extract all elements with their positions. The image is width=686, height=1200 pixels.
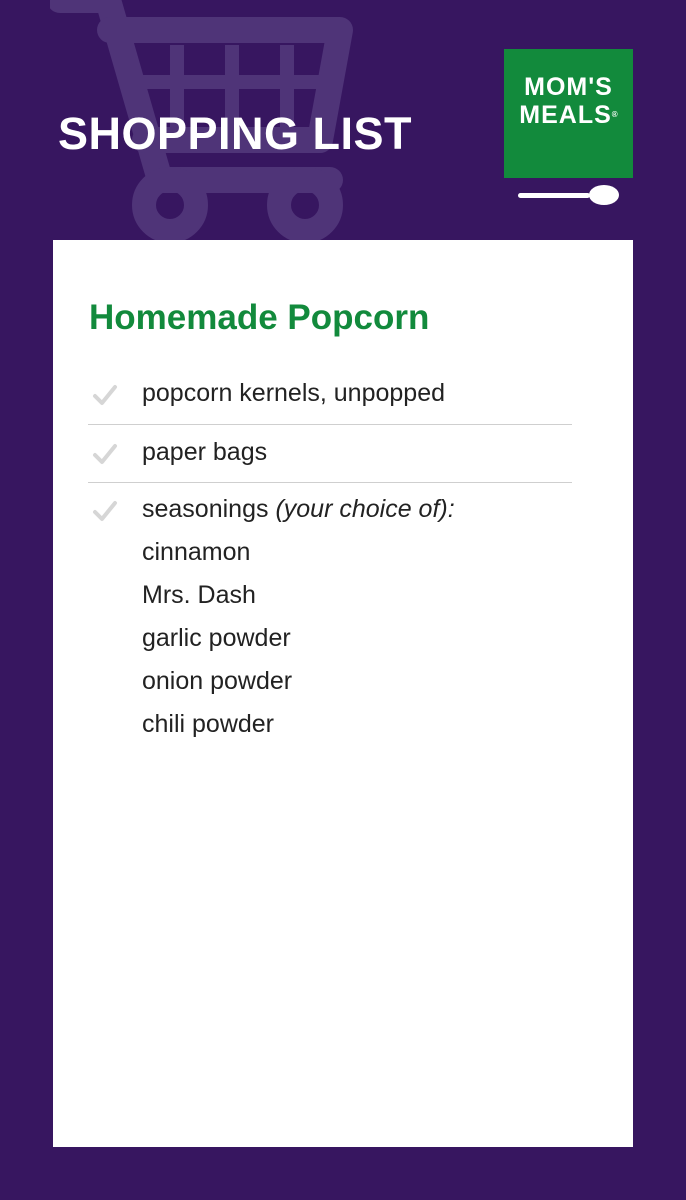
- shopping-list-card: [53, 240, 633, 1147]
- seasoning-item: Mrs. Dash: [142, 581, 256, 609]
- list-item[interactable]: [88, 483, 572, 543]
- seasoning-item: chili powder: [142, 710, 275, 738]
- spoon-icon: [518, 183, 620, 207]
- logo-line-2: MEALS®: [519, 101, 618, 129]
- recipe-title: Homemade Popcorn: [89, 298, 430, 337]
- list-item-label: seasonings (your choice of):: [142, 495, 455, 523]
- page-title: SHOPPING LIST: [58, 108, 413, 159]
- list-item[interactable]: [88, 425, 572, 483]
- checkmark-icon: [92, 443, 118, 465]
- seasoning-item: onion powder: [142, 667, 293, 695]
- moms-meals-logo: [504, 49, 633, 178]
- list-item-label: paper bags: [142, 438, 268, 466]
- seasoning-item: cinnamon: [142, 538, 251, 566]
- list-item-label: popcorn kernels, unpopped: [142, 379, 446, 407]
- checkmark-icon: [92, 384, 118, 406]
- list-item-note: (your choice of):: [275, 495, 455, 523]
- logo-line-1: MOM'S: [524, 73, 613, 101]
- checkmark-icon: [92, 500, 118, 522]
- list-item[interactable]: [88, 370, 572, 425]
- seasoning-item: garlic powder: [142, 624, 291, 652]
